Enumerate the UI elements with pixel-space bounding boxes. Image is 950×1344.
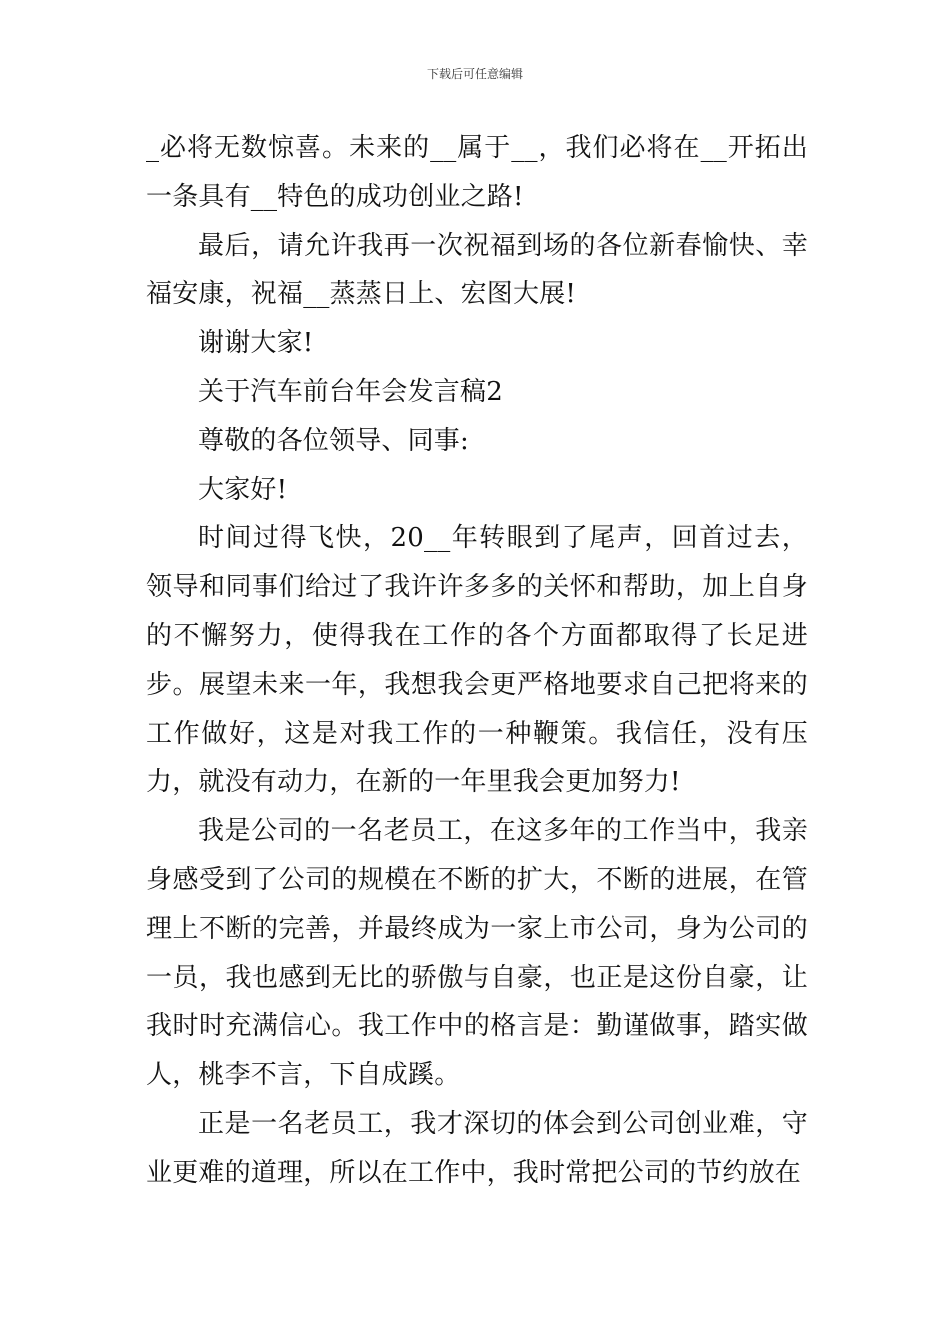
paragraph-continuation: _必将无数惊喜。未来的__属于__，我们必将在__开拓出一条具有__特色的成功创业之路! bbox=[146, 133, 808, 212]
paragraph-review: 时间过得飞快，20__年转眼到了尾声，回首过去，领导和同事们给过了我许许多多的关怀和帮助，加上自身的不懈努力，使得我在工作的各个方面都取得了长足进步。展望未来一年，我想我会更严格地要求自己把将来的工作做好，这是对我工作的一种鞭策。我信任，没有压力，就没有动力，在新的一年里我会更加努力! bbox=[146, 523, 808, 798]
paragraph-greeting: 大家好! bbox=[198, 474, 288, 505]
page-header-note: 下载后可任意编辑 bbox=[426, 67, 523, 81]
paragraph-thanks: 谢谢大家! bbox=[198, 328, 314, 359]
document-body bbox=[146, 124, 808, 1198]
paragraph-frugality: 正是一名老员工，我才深切的体会到公司创业难，守业更难的道理，所以在工作中，我时常把公司的节约放在 bbox=[146, 1108, 808, 1188]
paragraph-experience: 我是公司的一名老员工，在这多年的工作当中，我亲身感受到了公司的规模在不断的扩大，不断的进展，在管理上不断的完善，并最终成为一家上市公司，身为公司的一员，我也感到无比的骄傲与自豪，也正是这份自豪，让我时时充满信心。我工作中的格言是：勤谨做事，踏实做人，桃李不言，下自成蹊。 bbox=[146, 816, 808, 1091]
section-title: 关于汽车前台年会发言稿2 bbox=[198, 376, 503, 407]
paragraph-closing-wishes: 最后，请允许我再一次祝福到场的各位新春愉快、幸福安康，祝福__蒸蒸日上、宏图大展! bbox=[146, 230, 808, 310]
paragraph-salutation: 尊敬的各位领导、同事: bbox=[198, 425, 469, 456]
